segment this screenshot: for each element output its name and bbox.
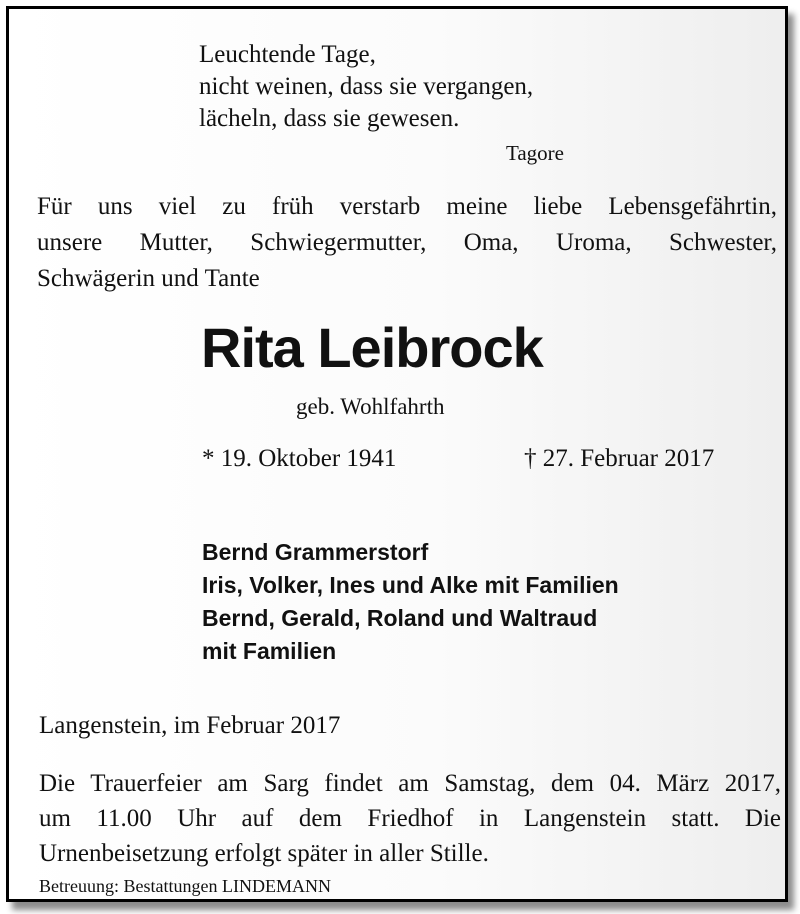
mourner-line: Iris, Volker, Ines und Alke mit Familien	[202, 572, 619, 598]
mourners-list	[202, 536, 619, 668]
death-date: † 27. Februar 2017	[524, 445, 715, 472]
obituary-notice	[6, 6, 788, 902]
poem-line: nicht weinen, dass sie vergangen,	[199, 73, 534, 100]
funeral-home-credit: Betreuung: Bestattungen LINDEMANN	[39, 876, 331, 896]
ceremony-line: um 11.00 Uhr auf dem Friedhof in Langenstein statt. Die	[39, 805, 781, 832]
poem-line: Leuchtende Tage,	[199, 41, 376, 68]
poem	[199, 39, 533, 135]
birth-date: * 19. Oktober 1941	[202, 445, 397, 472]
ceremony-line: Die Trauerfeier am Sarg findet am Samstag, dem 04. März 2017,	[39, 770, 781, 797]
place-date: Langenstein, im Februar 2017	[39, 712, 341, 739]
deceased-name: Rita Leibrock	[201, 316, 543, 379]
poem-author: Tagore	[506, 141, 564, 165]
poem-line: lächeln, dass sie gewesen.	[199, 105, 460, 132]
intro-text	[37, 189, 777, 297]
mourner-line: Bernd, Gerald, Roland und Waltraud	[202, 605, 598, 631]
ceremony-text	[39, 766, 781, 871]
mourner-line: Bernd Grammerstorf	[202, 539, 429, 565]
ceremony-line: Urnenbeisetzung erfolgt später in aller Stille.	[39, 840, 489, 867]
maiden-name: geb. Wohlfahrth	[296, 394, 445, 419]
intro-line: Schwägerin und Tante	[37, 265, 260, 292]
intro-line: unsere Mutter, Schwiegermutter, Oma, Uroma, Schwester,	[37, 229, 777, 256]
intro-line: Für uns viel zu früh verstarb meine liebe Lebensgefährtin,	[37, 193, 777, 220]
mourner-line: mit Familien	[202, 638, 337, 664]
